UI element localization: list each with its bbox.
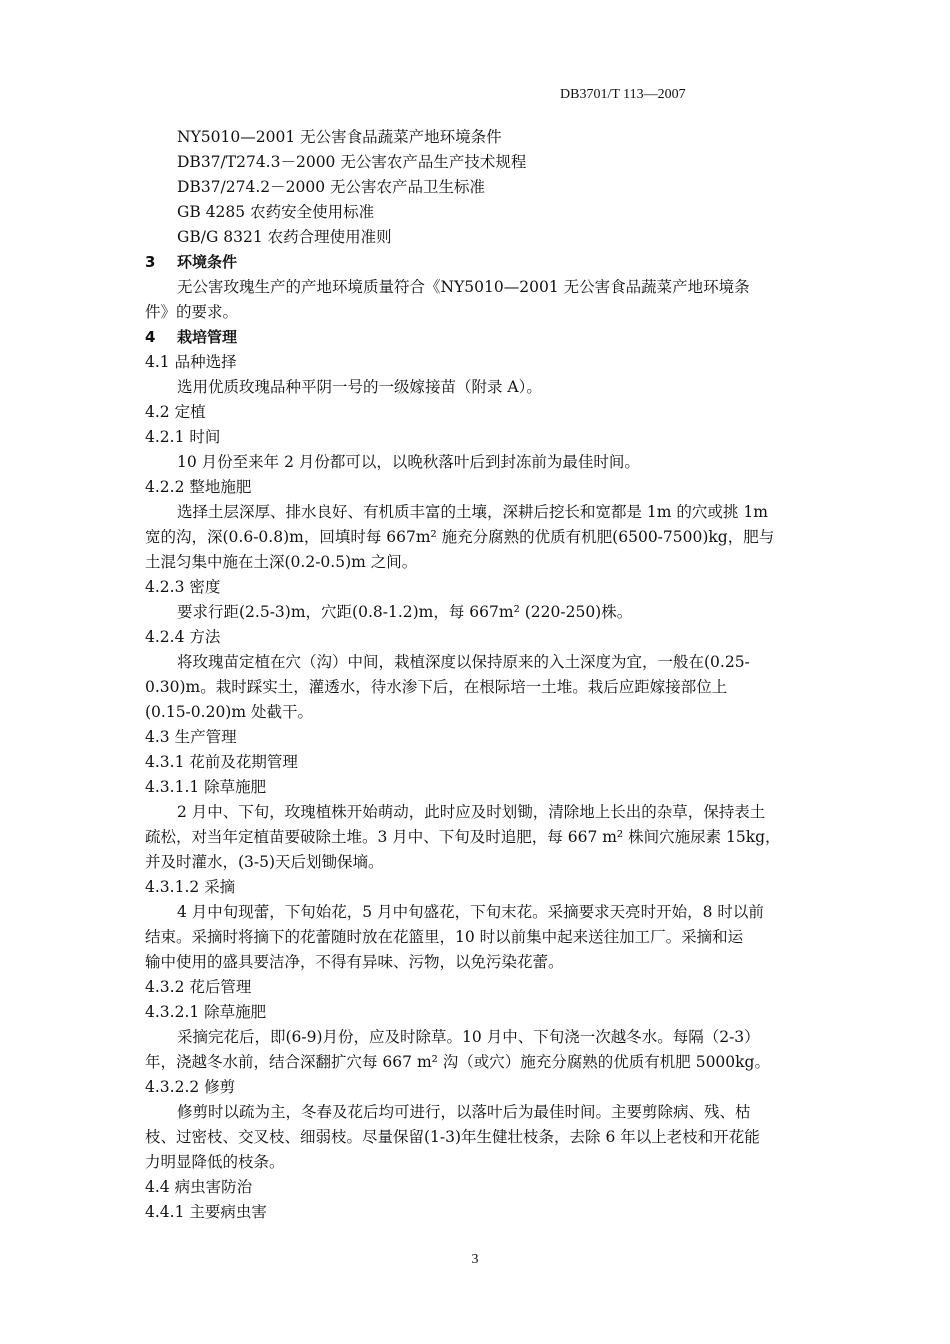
paragraph-line: 宽的沟，深(0.6-0.8)m，回填时每 667m² 施充分腐熟的优质有机肥(6500-7500)kg，肥与 [145,528,775,546]
section-4-heading [145,325,802,350]
paragraph-line: 10 月份至来年 2 月份都可以，以晚秋落叶后到封冻前为最佳时间。 [177,453,640,471]
document-code: DB3701/T 113—2007 [560,87,686,102]
section-3-heading [145,250,802,275]
subsection-heading: 4.3.2 花后管理 [145,978,252,996]
paragraph-line: 2 月中、下旬，玫瑰植株开始萌动，此时应及时划锄，清除地上长出的杂草，保持表土 [177,803,766,821]
subsection-heading: 4.3.1.2 采摘 [145,878,236,896]
paragraph-line: 采摘完花后，即(6-9)月份，应及时除草。10 月中、下旬浇一次越冬水。每隔（2-3） [177,1028,760,1046]
paragraph-line: 枝、过密枝、交叉枝、细弱枝。尽量保留(1-3)年生健壮枝条，去除 6 年以上老枝和开花能 [145,1128,760,1146]
paragraph-line: 疏松，对当年定植苗要破除土堆。3 月中、下旬及时追肥，每 667 m² 株间穴施尿素 15kg， [145,828,781,846]
document-body [145,125,802,1225]
section-number: 4 [145,328,156,346]
subsection-heading: 4.2 定植 [145,403,206,421]
subsection-heading: 4.3.1.1 除草施肥 [145,778,267,796]
subsection-heading: 4.4.1 主要病虫害 [145,1203,267,1221]
subsection-heading: 4.4 病虫害防治 [145,1178,253,1196]
paragraph-line: 选用优质玫瑰品种平阴一号的一级嫁接苗（附录 A）。 [177,378,542,396]
paragraph-line: 选择土层深厚、排水良好、有机质丰富的土壤，深耕后挖长和宽都是 1m 的穴或挑 1m [177,503,768,521]
subsection-heading: 4.3.2.1 除草施肥 [145,1003,267,1021]
paragraph [145,1100,802,1175]
section-title: 栽培管理 [177,328,238,346]
paragraph-line: 年，浇越冬水前，结合深翻扩穴每 667 m² 沟（或穴）施充分腐熟的优质有机肥 5000kg。 [145,1053,770,1071]
page-number: 3 [471,1252,479,1267]
reference-item: NY5010—2001 无公害食品蔬菜产地环境条件 [177,128,502,146]
paragraph-line: 修剪时以疏为主，冬春及花后均可进行，以落叶后为最佳时间。主要剪除病、残、枯 [177,1103,751,1121]
subsection-heading: 4.2.4 方法 [145,628,221,646]
section-title: 环境条件 [177,253,238,271]
subsection-heading: 4.3 生产管理 [145,728,237,746]
paragraph-line: 无公害玫瑰生产的产地环境质量符合《NY5010—2001 无公害食品蔬菜产地环境条 [177,278,750,296]
section-number: 3 [145,253,156,271]
paragraph [145,500,802,575]
reference-item: GB 4285 农药安全使用标准 [177,203,375,221]
subsection-heading: 4.3.2.2 修剪 [145,1078,236,1096]
paragraph-line: 并及时灌水，(3-5)天后划锄保墒。 [145,853,384,871]
subsection-heading: 4.3.1 花前及花期管理 [145,753,298,771]
paragraph-line: 件》的要求。 [145,303,239,321]
paragraph-line: 4 月中旬现蕾，下旬始花，5 月中旬盛花，下旬末花。采摘要求天亮时开始，8 时以前 [177,903,764,921]
paragraph [145,800,802,875]
section-3-paragraph [145,275,802,325]
paragraph-line: 要求行距(2.5-3)m，穴距(0.8-1.2)m，每 667m² (220-250)株。 [177,603,633,621]
paragraph-line: (0.15-0.20)m 处截干。 [145,703,313,721]
paragraph [145,650,802,725]
paragraph-line: 输中使用的盛具要洁净，不得有异味、污物，以免污染花蕾。 [145,953,564,971]
reference-item: GB/G 8321 农药合理使用准则 [177,228,392,246]
paragraph-line: 0.30)m。栽时踩实土，灌透水，待水渗下后，在根际培一土堆。栽后应距嫁接部位上 [145,678,728,696]
paragraph-line: 土混匀集中施在土深(0.2-0.5)m 之间。 [145,553,418,571]
subsection-heading: 4.2.1 时间 [145,428,221,446]
paragraph-line: 将玫瑰苗定植在穴（沟）中间，栽植深度以保持原来的入土深度为宜，一般在(0.25- [177,653,750,671]
reference-item: DB37/T274.3－2000 无公害农产品生产技术规程 [177,153,527,171]
subsection-heading: 4.2.2 整地施肥 [145,478,252,496]
paragraph-line: 结束。采摘时将摘下的花蕾随时放在花篮里，10 时以前集中起来送往加工厂。采摘和运 [145,928,744,946]
subsection-heading: 4.1 品种选择 [145,353,237,371]
paragraph [145,900,802,975]
paragraph-line: 力明显降低的枝条。 [145,1153,285,1171]
paragraph [145,1025,802,1075]
reference-item: DB37/274.2－2000 无公害农产品卫生标准 [177,178,486,196]
subsection-heading: 4.2.3 密度 [145,578,221,596]
